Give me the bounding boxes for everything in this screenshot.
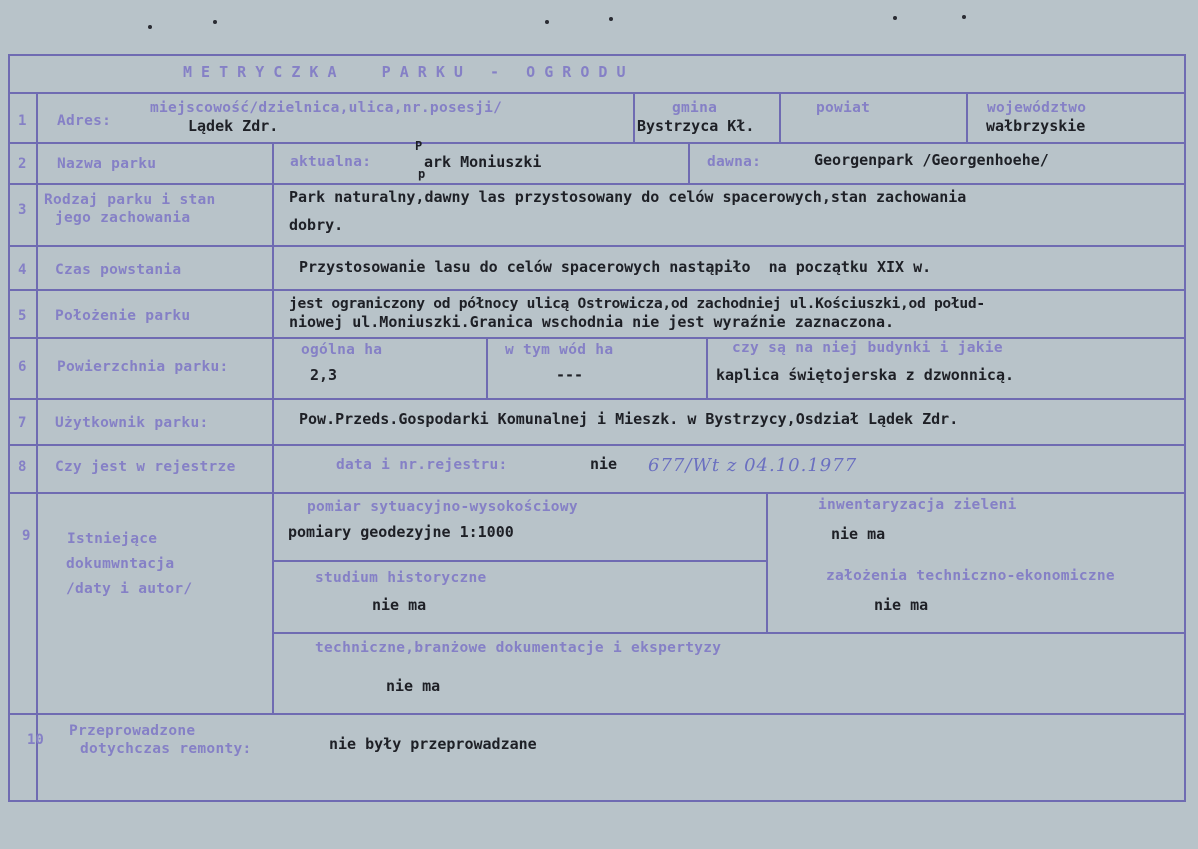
former-name-caption: dawna: (707, 154, 762, 170)
label-column-rule (272, 183, 274, 492)
water-area-caption: w tym wód ha (505, 342, 614, 358)
survey-value: pomiary geodezyjne 1:1000 (288, 523, 514, 541)
row-number: 3 (18, 202, 27, 218)
location-caption: miejscowość/dzielnica,ulica,nr.posesji/ (150, 100, 503, 116)
cell-rule (633, 92, 635, 142)
row-number: 4 (18, 262, 27, 278)
register-handwritten-note: 677/Wt z 04.10.1977 (648, 455, 858, 476)
park-type-text: Park naturalny,dawny las przystosowany do celów spacerowych,stan zachowania (289, 188, 967, 206)
row-label: dokumwntacja (66, 556, 175, 572)
greenery-value: nie ma (831, 525, 886, 543)
powiat-caption: powiat (816, 100, 871, 116)
row-rule (8, 713, 1186, 715)
total-area-caption: ogólna ha (301, 342, 383, 358)
location-description: niowej ul.Moniuszki.Granica wschodnia nie jest wyraźnie zaznaczona. (289, 313, 895, 331)
form-title: M E T R Y C Z K A P A R K U - O G R O D U (183, 63, 626, 81)
current-name-overtype: P (415, 139, 423, 153)
wojewodztwo-value: wałbrzyskie (986, 117, 1086, 135)
cell-rule (706, 337, 708, 398)
row-rule (8, 444, 1186, 446)
row-label: Przeprowadzone (69, 723, 196, 739)
ink-dot (545, 20, 549, 24)
row-label: Istniejące (67, 531, 158, 547)
row-rule (8, 337, 1186, 339)
buildings-value: kaplica świętojerska z dzwonnicą. (716, 366, 1015, 384)
row-label: Położenie parku (55, 308, 191, 324)
row-rule (8, 142, 1186, 144)
cell-rule (779, 92, 781, 142)
row-number: 10 (27, 732, 44, 748)
frame-top (8, 54, 1186, 56)
ink-dot (213, 20, 217, 24)
register-value: nie (590, 455, 618, 473)
cell-rule (272, 560, 766, 562)
water-area-value: --- (556, 366, 584, 384)
ink-dot (609, 17, 613, 21)
expertise-caption: techniczne,branżowe dokumentacje i ekspertyzy (315, 640, 722, 656)
total-area-value: 2,3 (310, 366, 338, 384)
row-number: 9 (22, 528, 31, 544)
row-label: Nazwa parku (57, 156, 157, 172)
wojewodztwo-caption: województwo (987, 100, 1087, 116)
row-label: dotychczas remonty: (80, 741, 252, 757)
row-rule (8, 398, 1186, 400)
number-column-rule (36, 92, 38, 800)
row-rule (8, 183, 1186, 185)
gmina-caption: gmina (672, 100, 718, 116)
row-label: Użytkownik parku: (55, 415, 209, 431)
row-label: /daty i autor/ (66, 581, 193, 597)
expertise-value: nie ma (386, 677, 441, 695)
row-number: 1 (18, 113, 27, 129)
ink-dot (893, 16, 897, 20)
gmina-value: Bystrzyca Kł. (637, 117, 755, 135)
creation-time-text: Przystosowanie lasu do celów spacerowych nastąpiło na początku XIX w. (299, 258, 932, 276)
row-number: 2 (18, 156, 27, 172)
frame-bottom (8, 800, 1186, 802)
row-number: 5 (18, 308, 27, 324)
history-caption: studium historyczne (315, 570, 487, 586)
location-value: Lądek Zdr. (188, 117, 279, 135)
register-caption: data i nr.rejestru: (336, 457, 508, 473)
park-type-text: dobry. (289, 216, 344, 234)
row-number: 6 (18, 359, 27, 375)
current-name-value: ark Moniuszki (424, 153, 542, 171)
row-rule (8, 492, 1186, 494)
row-label: Adres: (57, 113, 112, 129)
row-rule (8, 245, 1186, 247)
cell-rule (966, 92, 968, 142)
current-name-caption: aktualna: (290, 154, 372, 170)
user-text: Pow.Przeds.Gospodarki Komunalnej i Mieszk. w Bystrzycy,Osdział Lądek Zdr. (299, 410, 959, 428)
tech-econ-caption: założenia techniczno-ekonomiczne (826, 568, 1115, 584)
former-name-value: Georgenpark /Georgenhoehe/ (814, 151, 1049, 169)
row-number: 7 (18, 415, 27, 431)
survey-caption: pomiar sytuacyjno-wysokościowy (307, 499, 578, 515)
cell-rule (272, 142, 274, 183)
location-description: jest ograniczony od północy ulicą Ostrowicza,od zachodniej ul.Kościuszki,od połud- (289, 295, 985, 312)
cell-rule (272, 492, 274, 713)
frame-left (8, 54, 10, 802)
ink-dot (962, 15, 966, 19)
row-label: Powierzchnia parku: (57, 359, 229, 375)
cell-rule (272, 632, 1186, 634)
ink-dot (148, 25, 152, 29)
cell-rule (486, 337, 488, 398)
row-rule (8, 92, 1186, 94)
cell-rule (688, 142, 690, 183)
row-rule (8, 289, 1186, 291)
buildings-caption: czy są na niej budynki i jakie (732, 340, 1003, 356)
current-name-overtype: p (418, 167, 426, 181)
cell-rule (766, 492, 768, 632)
frame-right (1184, 54, 1186, 802)
row-label: Czy jest w rejestrze (55, 459, 236, 475)
greenery-caption: inwentaryzacja zieleni (818, 497, 1017, 513)
row-label: Rodzaj parku i stan (44, 192, 216, 208)
repairs-text: nie były przeprowadzane (329, 735, 537, 753)
history-value: nie ma (372, 596, 427, 614)
row-number: 8 (18, 459, 27, 475)
row-label: jego zachowania (55, 210, 191, 226)
row-label: Czas powstania (55, 262, 182, 278)
tech-econ-value: nie ma (874, 596, 929, 614)
